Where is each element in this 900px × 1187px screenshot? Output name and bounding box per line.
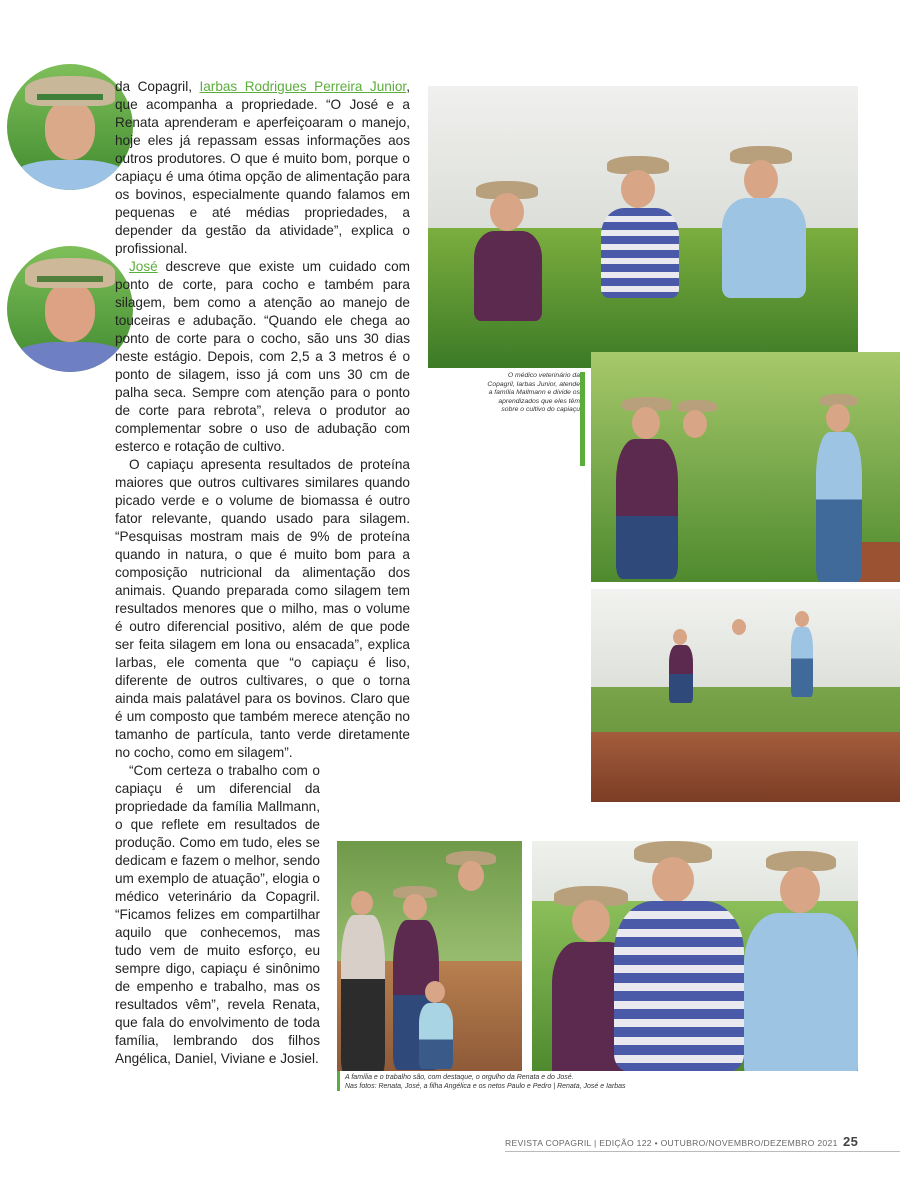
- side-caption: O médico veterinário da Copagril, Iarbas Junior, atende a família Mallmann e divide os aprendizados que eles têm sobre o cultivo do capiaçu: [487, 372, 580, 413]
- paragraph-2: José descreve que existe um cuidado com ponto de corte, para cocho e também para silagem, bem como a atenção ao manejo de touceiras e adubação. “Quando ele chega ao ponto de corte para o cocho, são uns 30 dias neste estágio. Depois, com 2,5 a 3 metros é o ponto de silagem, isso já com uns 30 cm de palha seca. Sempre com atenção para o ponto de corte para rebrota”, releva o produtor ao complementar sobre o uso de adubação com esterco e rotação de cultivo.: [115, 259, 410, 454]
- name-highlight-iarbas: Iarbas Rodrigues Perreira Junior: [199, 79, 407, 94]
- side-caption-bar: [580, 372, 585, 466]
- bottom-caption: [337, 1073, 865, 1091]
- photo-family-grandchildren: [337, 841, 522, 1071]
- name-highlight-jose: José: [129, 259, 158, 274]
- footer-magazine-info: REVISTA COPAGRIL | EDIÇÃO 122 • OUTUBRO/NOVEMBRO/DEZEMBRO 2021: [505, 1138, 838, 1148]
- photo-family-crouching: [428, 86, 858, 368]
- photo-wide-field: [591, 589, 900, 802]
- photo-tall-grass: [591, 352, 900, 582]
- bottom-caption-line-2: Nas fotos: Renata, José, a filha Angélica e os netos Paulo e Pedro | Renata, José e Iarbas: [345, 1083, 626, 1090]
- paragraph-3: O capiaçu apresenta resultados de proteína maiores que outros cultivares similares quando picado verde e o volume de biomassa é outro fator relevante, quando usado para silagem. “Pesquisas mostram mais de 9% de proteína quando in natura, o que é muito bom para a composição nutricional da alimentação dos animais. Quando preparada como silagem tem resultados menores que o milho, mas o volume é outro diferencial positivo, além de que pode ser feita silagem em lona ou ensacada”, explica Iarbas, ele comenta que “o capiaçu é liso, diferente de outros cultivares, o que o torna ainda mais palatável para os bovinos. Claro que é um composto que também merece atenção no tamanho de partícula, tanto verde diretamente no cocho, como em silagem”.: [115, 457, 410, 760]
- bottom-caption-line-1: A família e o trabalho são, com destaque, o orgulho da Renata e do José.: [345, 1074, 574, 1081]
- paragraph-1: da Copagril, Iarbas Rodrigues Perreira Junior, que acompanha a propriedade. “O José e a Renata aprenderam e aperfeiçoaram o manejo, hoje eles já repassam essas informações aos outros produtores. O que é muito bom, porque o capiaçu é uma ótima opção de alimentação para os bovinos, especialmente quando falamos em pequenas e até médias propriedades, a depender da gestão da atividade”, explica o profissional.: [115, 79, 410, 256]
- paragraph-4: “Com certeza o trabalho com o capiaçu é um diferencial da propriedade da família Mallmann, o que reflete em resultados de produção. Como em tudo, eles se dedicam e fazem o melhor, sendo um exemplo de atuação”, elogia o médico veterinário da Copagril. “Ficamos felizes em compartilhar aquilo que conhecemos, mas tudo vem de muito esforço, eu sempre digo, capiaçu é sinônimo de empenho e trabalho, mas os resultados vêm”, revela Renata, que fala do envolvimento de toda família, lembrando dos filhos Angélica, Daniel, Viviane e Josiel.: [115, 763, 320, 1066]
- footer-rule: [505, 1151, 900, 1152]
- page-number: 25: [843, 1134, 859, 1149]
- photo-three-standing: [532, 841, 858, 1071]
- page-footer: [505, 1134, 858, 1149]
